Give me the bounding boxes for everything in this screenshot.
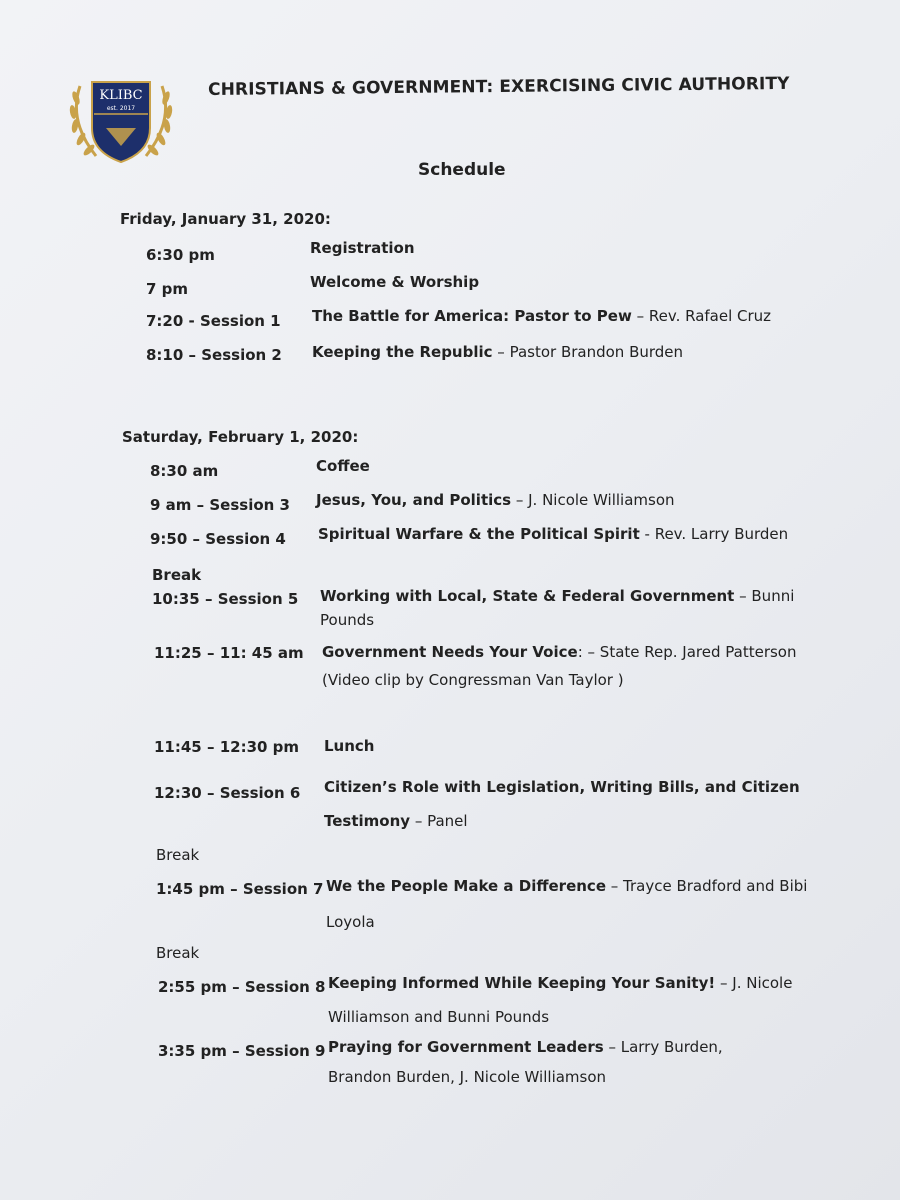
saturday-heading: Saturday, February 1, 2020: [122, 428, 359, 446]
row-title: Jesus, You, and Politics [316, 491, 512, 509]
friday-heading: Friday, January 31, 2020: [120, 210, 331, 228]
row-time: 7:20 - Session 1 [146, 312, 281, 330]
row-speaker-cont: Loyola [326, 913, 375, 931]
row-time: 12:30 – Session 6 [154, 784, 301, 802]
break-label: Break [156, 944, 200, 962]
row-note: (Video clip by Congressman Van Taylor ) [322, 671, 624, 689]
row-speaker: – J. Nicole [715, 974, 793, 992]
row-speaker-cont: Williamson and Bunni Pounds [328, 1008, 550, 1026]
schedule-heading: Schedule [418, 160, 506, 180]
row-speaker: – Bunni [734, 587, 795, 605]
row-time: 8:10 – Session 2 [146, 346, 282, 364]
row-speaker-cont: Pounds [320, 611, 375, 629]
row-speaker: – J. Nicole Williamson [511, 491, 675, 509]
row-time: 8:30 am [150, 462, 219, 480]
row-time: 1:45 pm – Session 7 [156, 880, 324, 898]
row-speaker: : – State Rep. Jared Patterson [577, 643, 797, 661]
row-title: We the People Make a Difference [326, 877, 606, 895]
row-title: Government Needs Your Voice [322, 643, 578, 661]
row-title: Welcome & Worship [310, 273, 480, 291]
row-title: Lunch [324, 737, 375, 755]
row-speaker: – Pastor Brandon Burden [492, 343, 684, 361]
row-title: Citizen’s Role with Legislation, Writing Bills, and Citizen [324, 778, 800, 796]
row-speaker-cont: Brandon Burden, J. Nicole Williamson [328, 1068, 607, 1086]
row-speaker: – Rev. Rafael Cruz [631, 307, 772, 325]
row-time: 2:55 pm – Session 8 [158, 978, 326, 996]
row-speaker: – Trayce Bradford and Bibi [606, 877, 808, 895]
row-title-cont: Testimony [324, 812, 411, 830]
row-speaker: – Panel [410, 812, 468, 830]
logo-est: est. 2017 [106, 105, 136, 112]
row-title: Spiritual Warfare & the Political Spirit [318, 525, 640, 543]
row-time: 9:50 – Session 4 [150, 530, 286, 548]
row-title: Praying for Government Leaders [328, 1038, 604, 1056]
break-label: Break [156, 846, 200, 864]
row-title: The Battle for America: Pastor to Pew [312, 307, 632, 325]
row-time: 10:35 – Session 5 [152, 590, 299, 608]
page-title: CHRISTIANS & GOVERNMENT: EXERCISING CIVIC AUTHORITY [208, 73, 790, 100]
row-time: 7 pm [146, 280, 189, 298]
row-time: 11:45 – 12:30 pm [154, 738, 300, 756]
klibc-logo [66, 76, 176, 168]
row-time: 3:35 pm – Session 9 [158, 1042, 326, 1060]
row-time: 9 am – Session 3 [150, 496, 290, 514]
row-speaker: - Rev. Larry Burden [639, 525, 789, 543]
row-title: Registration [310, 239, 415, 257]
row-title: Working with Local, State & Federal Government [320, 587, 735, 605]
row-time: 11:25 – 11: 45 am [154, 644, 304, 662]
logo-text: KLIBC [99, 88, 143, 103]
row-title: Keeping the Republic [312, 343, 493, 361]
row-title: Keeping Informed While Keeping Your Sanity! [328, 974, 716, 992]
row-speaker: – Larry Burden, [603, 1038, 723, 1056]
row-title: Coffee [316, 457, 370, 475]
break-label: Break [152, 566, 202, 584]
row-time: 6:30 pm [146, 246, 215, 264]
